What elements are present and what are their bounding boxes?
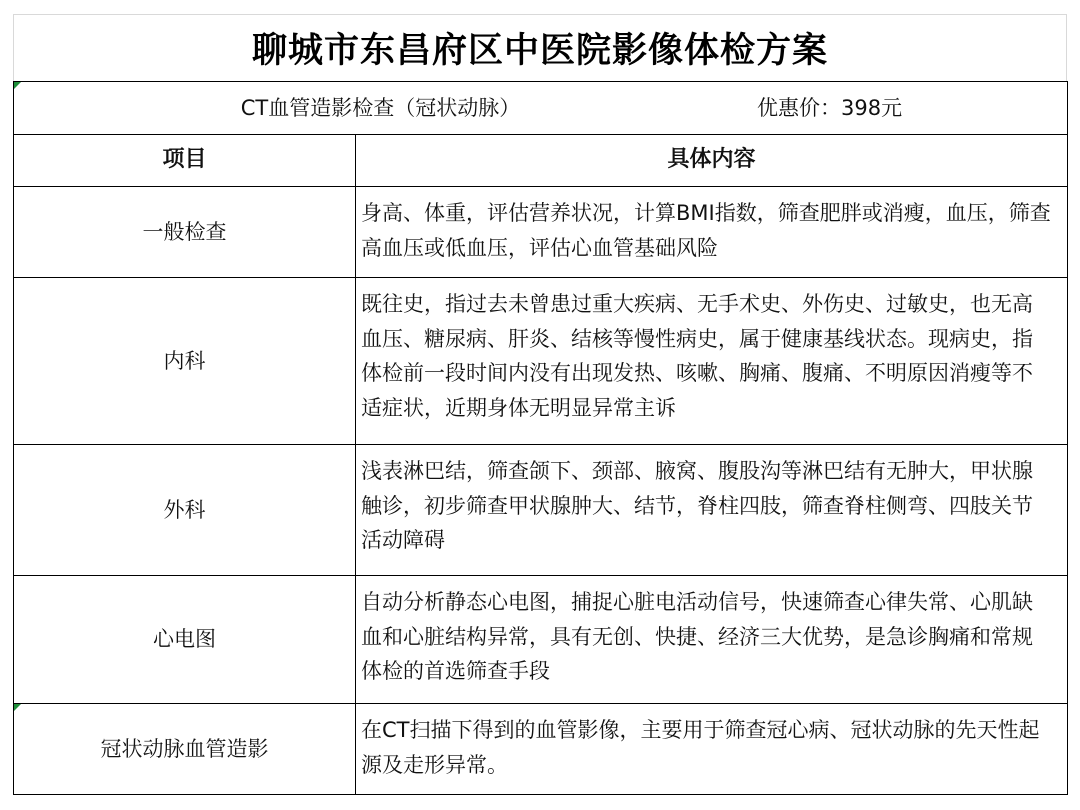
package-name: CT血管造影检查（冠状动脉）: [240, 95, 521, 120]
row-content: 身高、体重，评估营养状况，计算BMI指数，筛查肥胖或消瘦，血压，筛查高血压或低血压，评估心血管基础风险: [356, 187, 1068, 278]
row-item-label: 冠状动脉血管造影: [100, 736, 269, 761]
table-row: [14, 445, 1068, 576]
cell-comment-marker: [14, 704, 21, 711]
sheet-title: 聊城市东昌府区中医院影像体检方案: [13, 14, 1067, 81]
table-row: [14, 278, 1068, 445]
cell-comment-marker: [14, 82, 21, 89]
row-item: 心电图: [14, 576, 356, 704]
package-row: [14, 82, 1068, 135]
package-cell: [14, 82, 1068, 135]
row-content: 在CT扫描下得到的血管影像，主要用于筛查冠心病、冠状动脉的先天性起源及走形异常。: [356, 704, 1068, 795]
table-row: [14, 576, 1068, 704]
package-price: 优惠价：398元: [757, 95, 903, 120]
row-item: 内科: [14, 278, 356, 445]
header-content: 具体内容: [356, 135, 1068, 187]
health-check-sheet: [13, 14, 1067, 795]
header-item: 项目: [14, 135, 356, 187]
row-item: 一般检查: [14, 187, 356, 278]
table-row: [14, 187, 1068, 278]
exam-table: [13, 81, 1068, 795]
table-row: [14, 704, 1068, 795]
row-item: 外科: [14, 445, 356, 576]
table-header-row: [14, 135, 1068, 187]
row-content: 自动分析静态心电图，捕捉心脏电活动信号，快速筛查心律失常、心肌缺血和心脏结构异常，具有无创、快捷、经济三大优势，是急诊胸痛和常规体检的首选筛查手段: [356, 576, 1068, 704]
row-content: 浅表淋巴结，筛查颌下、颈部、腋窝、腹股沟等淋巴结有无肿大，甲状腺触诊，初步筛查甲状腺肿大、结节，脊柱四肢，筛查脊柱侧弯、四肢关节活动障碍: [356, 445, 1068, 576]
row-item: [14, 704, 356, 795]
row-content: 既往史，指过去未曾患过重大疾病、无手术史、外伤史、过敏史，也无高血压、糖尿病、肝炎、结核等慢性病史，属于健康基线状态。现病史，指体检前一段时间内没有出现发热、咳嗽、胸痛、腹痛、不明原因消瘦等不适症状，近期身体无明显异常主诉: [356, 278, 1068, 445]
